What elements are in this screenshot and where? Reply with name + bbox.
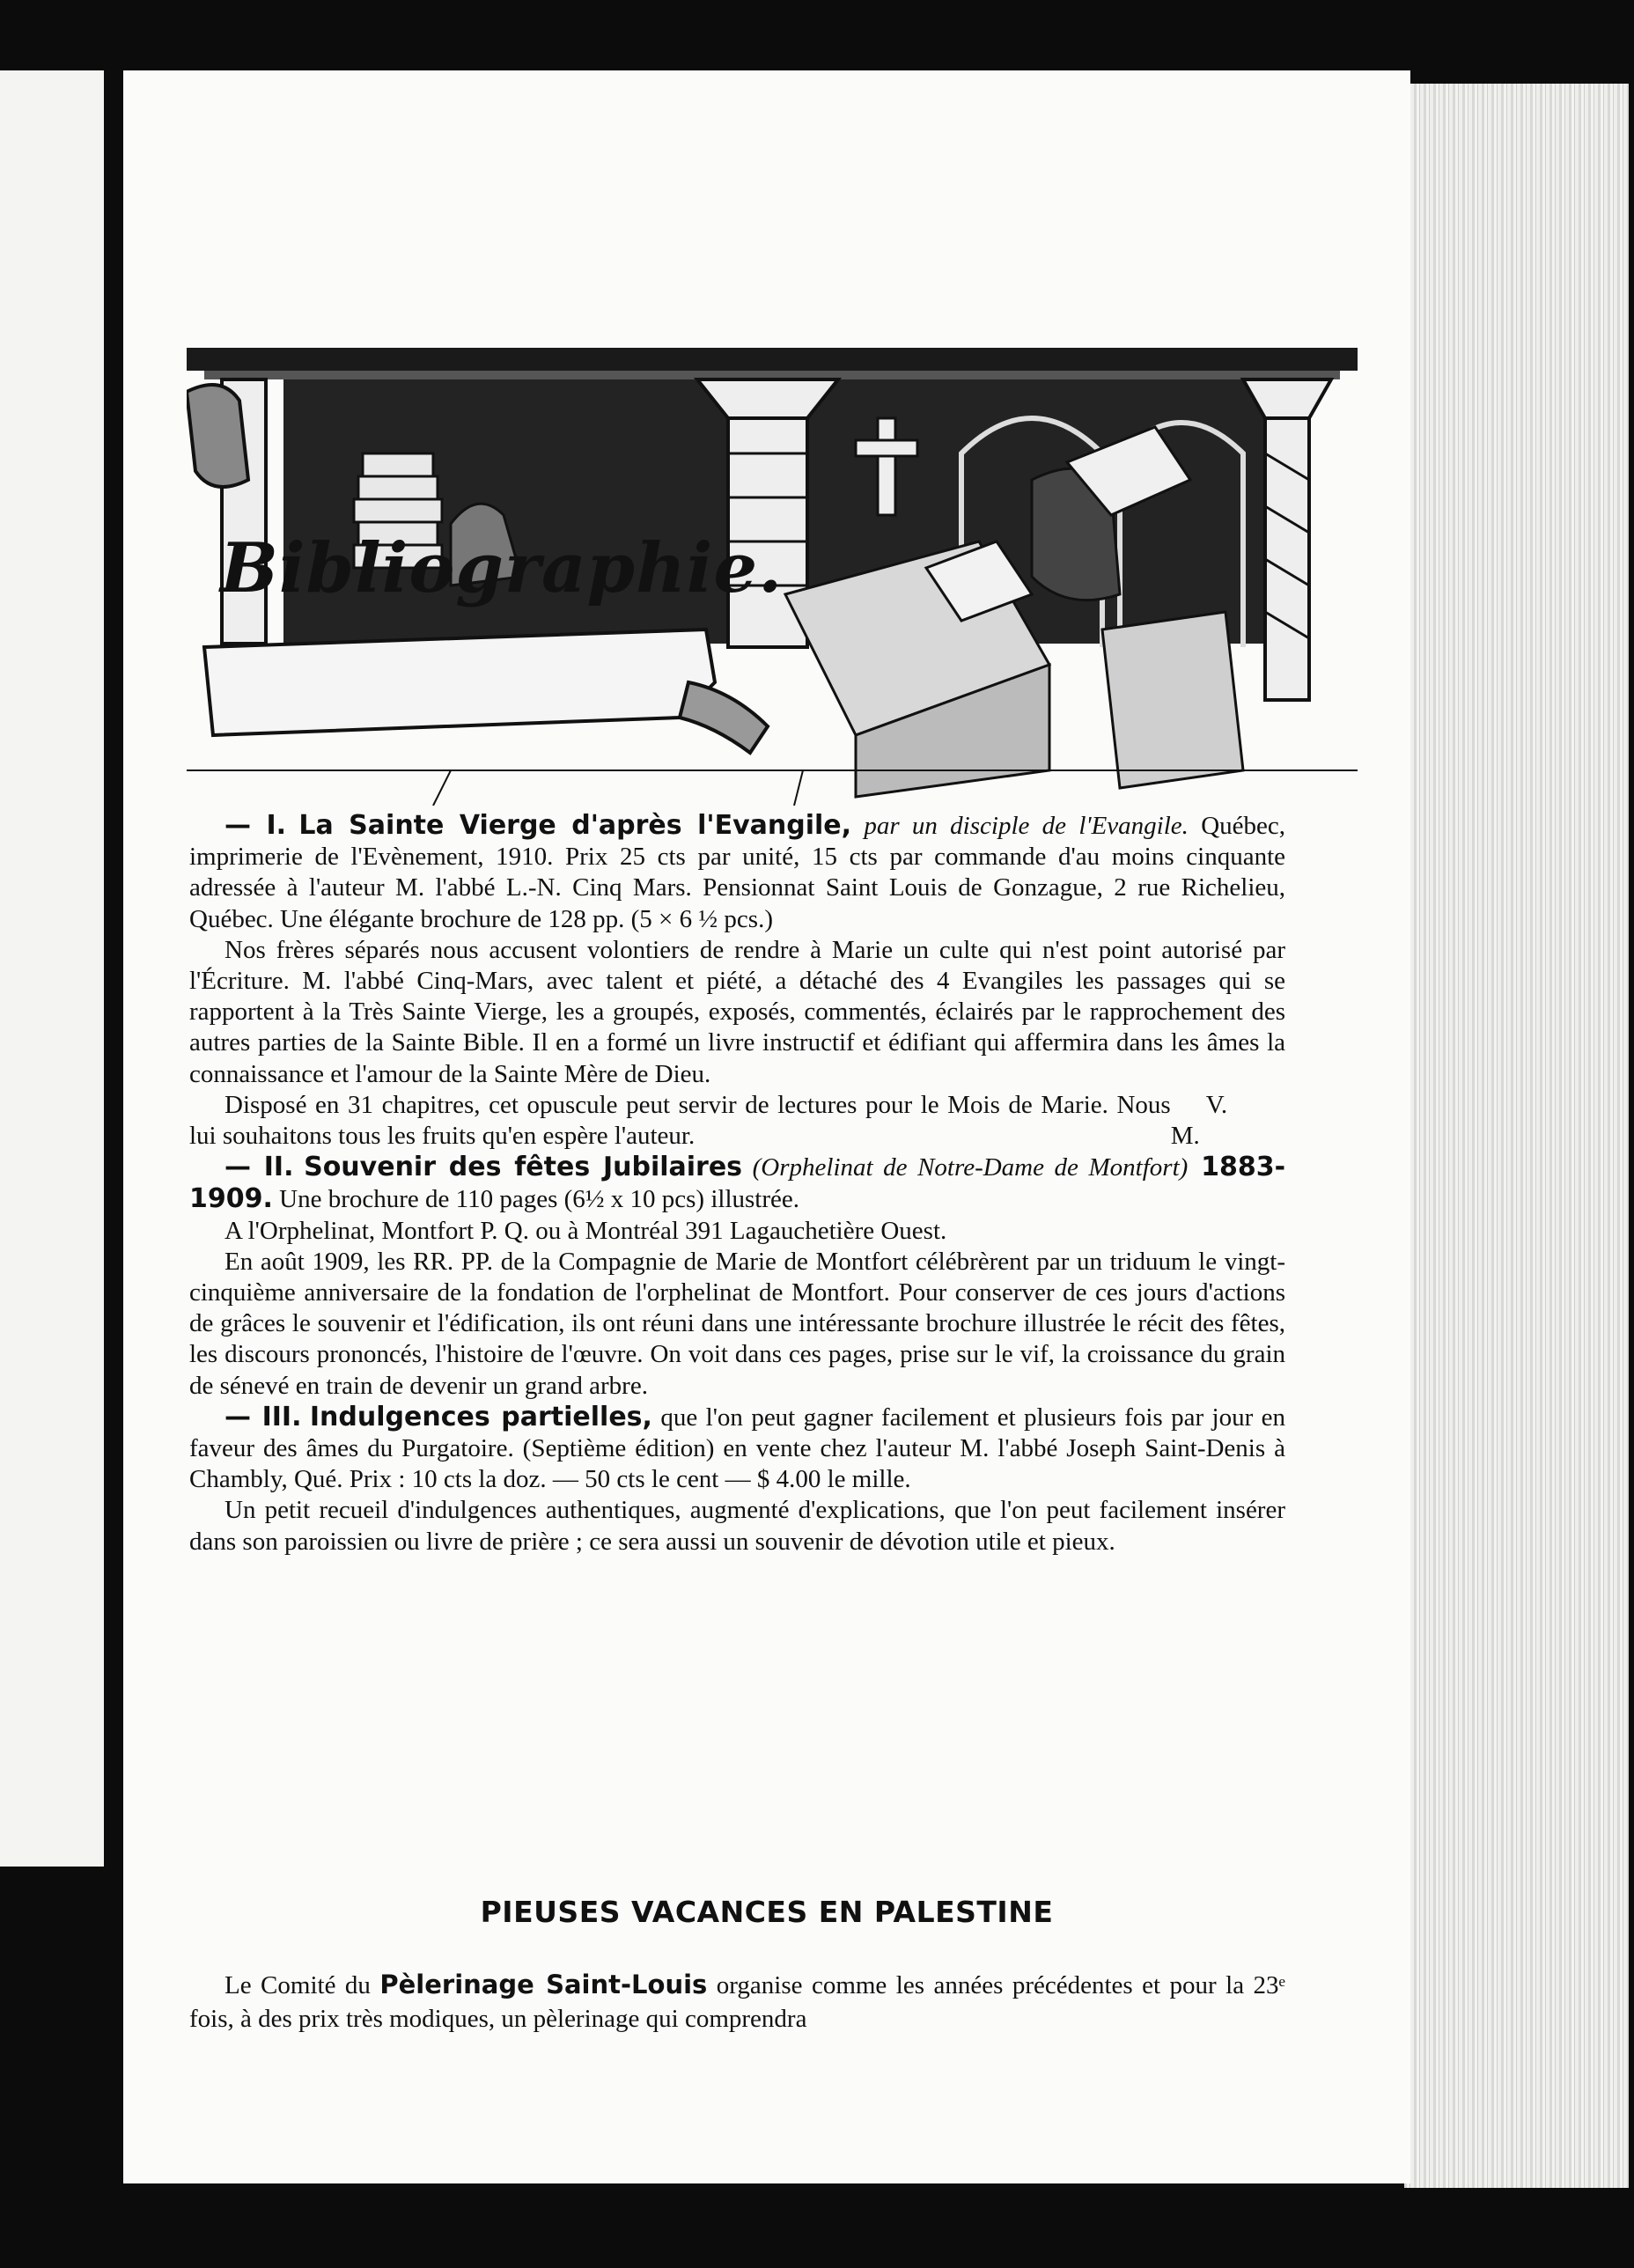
entry-3-heading — [189, 1402, 1285, 1496]
entry-2-address: A l'Orphelinat, Montfort P. Q. ou à Montréal 391 Lagauchetière Ouest. — [224, 1216, 947, 1245]
entry-2-byline: (Orphelinat de Notre-Dame de Montfort) — [742, 1153, 1189, 1182]
entry-1-byline: par un disciple de l'Evangile. — [851, 812, 1189, 840]
entry-1-closing — [189, 1090, 1285, 1152]
entry-1-signature: V. M. — [1170, 1090, 1228, 1151]
pilgrimage-text-start: Le Comité du — [224, 1971, 380, 1999]
bibliography-entries — [189, 810, 1285, 1557]
entry-2-years: 1883-1909. — [189, 1152, 1286, 1215]
entry-3-paragraph: Un petit recueil d'indulgences authentiques, augmenté d'explications, que l'on peut facilement insérer dans son paroissien ou livre de prière ; ce sera aussi un souvenir de dévotion utile et pieux. — [189, 1496, 1285, 1556]
book-page — [123, 70, 1410, 2183]
entry-2-number: — II. — [224, 1152, 294, 1183]
entry-3-number: — III. — [224, 1401, 302, 1432]
entry-3-title: Indulgences partielles, — [309, 1401, 652, 1432]
entry-1-heading — [189, 810, 1285, 935]
facing-page-edge — [0, 70, 104, 1867]
section-heading: PIEUSES VACANCES EN PALESTINE — [480, 1895, 1054, 1929]
page-stack-edge — [1404, 84, 1629, 2188]
entry-2-paragraph: En août 1909, les RR. PP. de la Compagnie de Marie de Montfort célébrèrent par un triduum le vingt-cinquième anniversaire de la fondation de l'orphelinat de Montfort. Pour conserver de ces jours d'actions de grâces le souvenir et l'édification, ils ont réuni dans une intéressante brochure illustrée le récit des fêtes, les discours prononcés, l'histoire de l'œuvre. On voit dans ces pages, prise sur le vif, la croissance du grain de sénevé en train de devenir un grand arbre. — [189, 1247, 1285, 1400]
entry-1-paragraph: Disposé en 31 chapitres, cet opuscule peut servir de lectures pour le Mois de Marie. Nous lui souhaitons tous les fruits qu'en espère l'auteur. — [189, 1090, 1171, 1151]
pilgrimage-name: Pèlerinage Saint-Louis — [379, 1970, 708, 1999]
entry-1-title: La Sainte Vierge d'après l'Evangile, — [298, 810, 852, 841]
banner-title: Bibliographie. — [220, 528, 784, 608]
entry-2-details: Une brochure de 110 pages (6½ x 10 pcs) illustrée. — [272, 1185, 799, 1214]
entry-2-title: Souvenir des fêtes Jubilaires — [304, 1152, 743, 1183]
entry-1-number: — I. — [224, 810, 287, 841]
entry-1-paragraph: Nos frères séparés nous accusent volontiers de rendre à Marie un culte qui n'est point autorisé par l'Écriture. M. l'abbé Cinq-Mars, avec talent et piété, a détaché des 4 Evangiles les passages qui se rapportent à la Très Sainte Vierge, les a groupés, exposés, commentés, éclairés par le rapprochement des autres parties de la Sainte Bible. Il en a formé un livre instructif et édifiant qui affermira dans les âmes la connaissance et l'amour de la Sainte Mère de Dieu. — [189, 935, 1285, 1088]
pilgrimage-text-rest: organise comme les années précédentes et pour la 23ᵉ fois, à des prix très modiques, un pèlerinage qui comprendra — [189, 1971, 1285, 2033]
entry-1-details: Québec, imprimerie de l'Evènement, 1910. Prix 25 cts par unité, 15 cts par commande d'au moins cinquante adressée à l'auteur M. l'abbé L.-N. Cinq Mars. Pensionnat Saint Louis de Gonzague, 2 rue Richelieu, Québec. Une élégante brochure de 128 pp. (5 × 6 ½ pcs.) — [189, 812, 1286, 933]
entry-3-details: que l'on peut gagner facilement et plusieurs fois par jour en faveur des âmes du Purgatoire. (Septième édition) en vente chez l'auteur M. l'abbé Joseph Saint-Denis à Chambly, Qué. Prix : 10 cts la doz. — 50 cts le cent — $ 4.00 le mille. — [189, 1403, 1285, 1494]
entry-2-heading — [189, 1152, 1285, 1215]
pilgrimage-paragraph — [189, 1968, 1285, 2036]
